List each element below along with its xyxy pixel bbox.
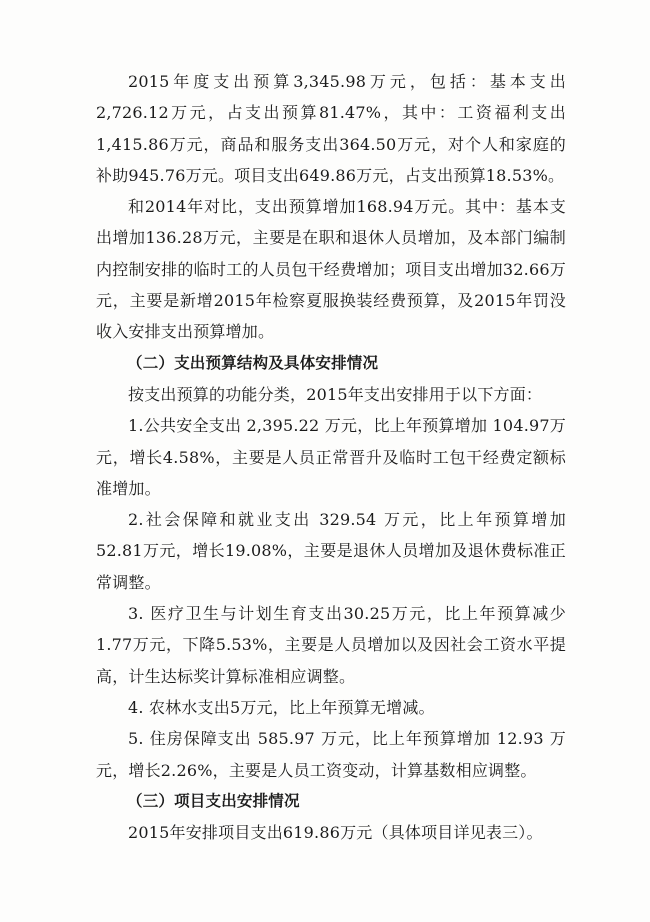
paragraph-health-family-planning: 3. 医疗卫生与计划生育支出30.25万元，比上年预算减少1.77万元，下降5.53%，主要是人员增加以及因社会工资水平提高，计生达标奖计算标准相应调整。 [96, 604, 566, 686]
paragraph-agriculture: 4. 农林水支出5万元，比上年预算无增减。 [128, 697, 435, 717]
paragraph-social-security: 2.社会保障和就业支出 329.54 万元，比上年预算增加52.81万元，增长19.08%，主要是退休人员增加及退休费标准正常调整。 [96, 510, 566, 592]
paragraph-public-security: 1.公共安全支出 2,395.22 万元，比上年预算增加 104.97万元，增长4.58%，主要是人员正常晋升及临时工包干经费定额标准增加。 [96, 416, 566, 498]
paragraph-budget-total: 2015年度支出预算3,345.98万元，包括：基本支出2,726.12万元，占支出预算81.47%，其中：工资福利支出1,415.86万元，商品和服务支出364.50万元，对个人和家庭的补助945.76万元。项目支出649.86万元，占支出预算18.53%。 [96, 72, 566, 185]
paragraph-housing: 5. 住房保障支出 585.97 万元，比上年预算增加 12.93 万元，增长2.26%，主要是人员工资变动，计算基数相应调整。 [96, 729, 566, 780]
paragraph-comparison-2014: 和2014年对比，支出预算增加168.94万元。其中：基本支出增加136.28万元，主要是在职和退休人员增加，及本部门编制内控制安排的临时工的人员包干经费增加；项目支出增加32.66万元，主要是新增2015年检察夏服换装经费预算，及2015年罚没收入安排支出预算增加。 [96, 197, 566, 342]
paragraph-functional-classification: 按支出预算的功能分类，2015年支出安排用于以下方面： [128, 384, 543, 404]
paragraph-project-expenditure: 2015年安排项目支出619.86万元（具体项目详见表三）。 [128, 823, 543, 843]
document-body [96, 66, 566, 848]
section-heading-structure: （二）支出预算结构及具体安排情况 [127, 353, 379, 372]
section-heading-projects: （三）项目支出安排情况 [127, 791, 300, 810]
